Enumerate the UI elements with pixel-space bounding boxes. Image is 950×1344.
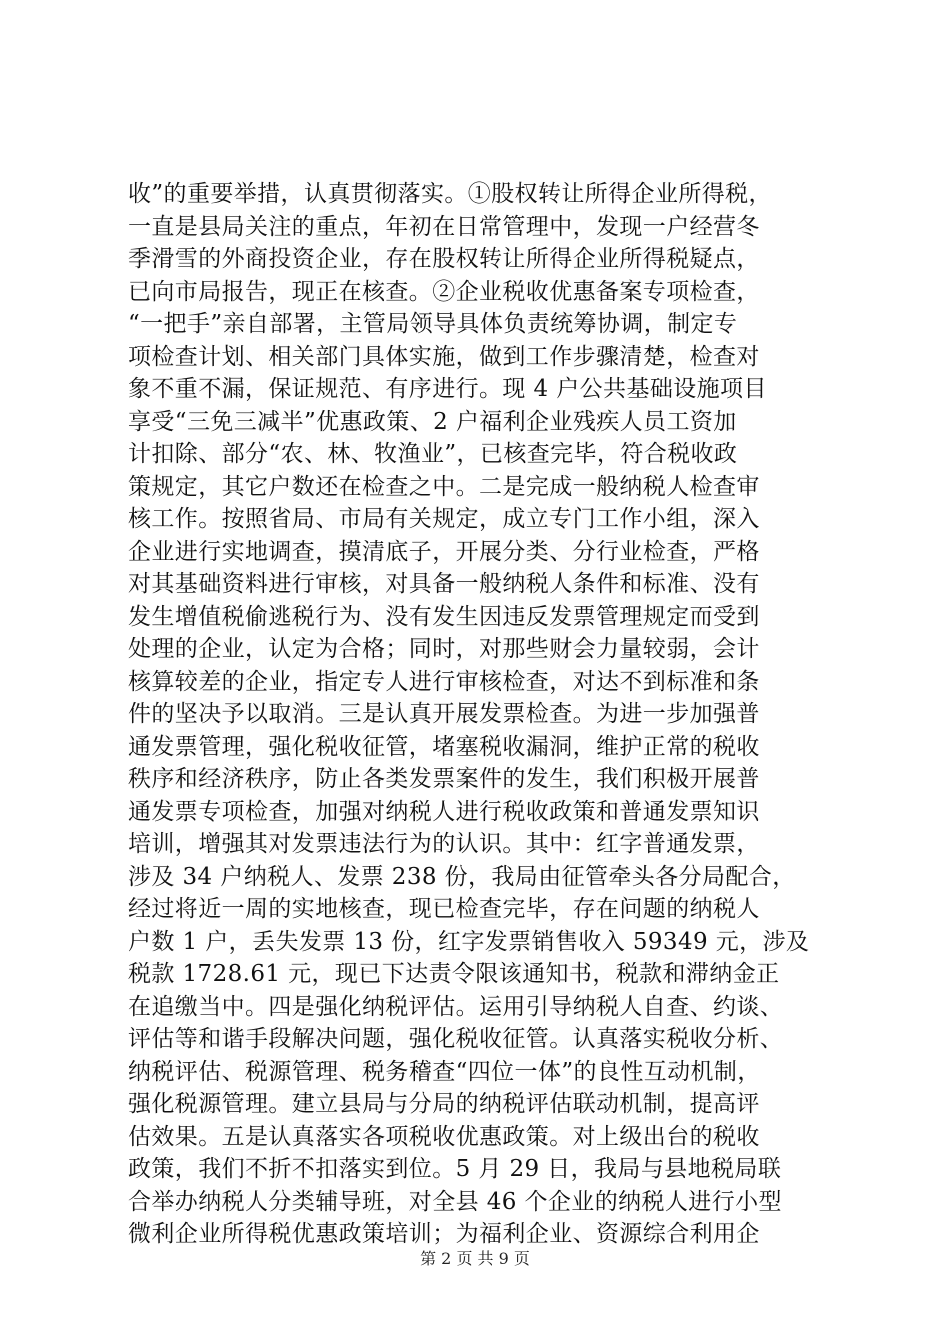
text-line: 在追缴当中。四是强化纳税评估。运用引导纳税人自查、约谈、 (128, 993, 784, 1020)
page-number: 第 2 页 共 9 页 (420, 1249, 530, 1268)
text-line: 评估等和谐手段解决问题，强化税收征管。认真落实税收分析、 (128, 1026, 784, 1052)
text-line: 一直是县局关注的重点，年初在日常管理中，发现一户经营冬 (128, 213, 760, 240)
text-line: 项检查计划、相关部门具体实施，做到工作步骤清楚，检查对 (128, 343, 760, 370)
text-line: 经过将近一周的实地核查，现已检查完毕，存在问题的纳税人 (128, 896, 760, 922)
text-line: 享受“三免三减半”优惠政策、2 户福利企业残疾人员工资加 (128, 408, 737, 435)
text-line: 象不重不漏，保证规范、有序进行。现 4 户公共基础设施项目 (128, 376, 767, 402)
text-line: 核工作。按照省局、市局有关规定，成立专门工作小组，深入 (128, 506, 760, 532)
text-line: 发生增值税偷逃税行为、没有发生因违反发票管理规定而受到 (128, 603, 760, 630)
text-line: 涉及 34 户纳税人、发票 238 份，我局由征管牵头各分局配合， (128, 863, 796, 890)
text-line: “一把手”亲自部署，主管局领导具体负责统筹协调，制定专 (128, 311, 738, 337)
text-line: 季滑雪的外商投资企业，存在股权转让所得企业所得税疑点， (128, 246, 760, 272)
text-line: 税款 1728.61 元，现已下达责令限该通知书，税款和滞纳金正 (128, 961, 780, 987)
text-line: 已向市局报告，现正在核查。②企业税收优惠备案专项检查， (128, 278, 760, 305)
text-line: 收”的重要举措，认真贯彻落实。①股权转让所得企业所得税， (128, 181, 772, 207)
text-line: 秩序和经济秩序，防止各类发票案件的发生，我们积极开展普 (128, 766, 760, 792)
document-body (128, 178, 828, 1251)
text-line: 纳税评估、税源管理、税务稽查“四位一体”的良性互动机制， (128, 1058, 761, 1085)
text-line: 微利企业所得税优惠政策培训；为福利企业、资源综合利用企 (128, 1221, 760, 1247)
text-line: 件的坚决予以取消。三是认真开展发票检查。为进一步加强普 (128, 701, 760, 727)
text-line: 培训，增强其对发票违法行为的认识。其中：红字普通发票， (128, 831, 760, 857)
text-line: 估效果。五是认真落实各项税收优惠政策。对上级出台的税收 (128, 1123, 760, 1150)
text-line: 通发票管理，强化税收征管，堵塞税收漏洞，维护正常的税收 (128, 733, 760, 760)
text-line: 处理的企业，认定为合格；同时，对那些财会力量较弱，会计 (128, 636, 760, 662)
text-line: 策规定，其它户数还在检查之中。二是完成一般纳税人检查审 (128, 473, 760, 500)
text-line: 核算较差的企业，指定专人进行审核检查，对达不到标准和条 (128, 668, 760, 695)
text-line: 计扣除、部分“农、林、牧渔业”，已核查完毕，符合税收政 (128, 441, 738, 467)
text-line: 强化税源管理。建立县局与分局的纳税评估联动机制，提高评 (128, 1091, 760, 1117)
text-line: 政策，我们不折不扣落实到位。5 月 29 日，我局与县地税局联 (128, 1156, 782, 1182)
text-line: 企业进行实地调查，摸清底子，开展分类、分行业检查，严格 (128, 538, 760, 565)
text-line: 户数 1 户，丢失发票 13 份，红字发票销售收入 59349 元，涉及 (128, 928, 810, 955)
text-line: 通发票专项检查，加强对纳税人进行税收政策和普通发票知识 (128, 798, 760, 825)
text-line: 合举办纳税人分类辅导班，对全县 46 个企业的纳税人进行小型 (128, 1188, 782, 1215)
text-line: 对其基础资料进行审核，对具备一般纳税人条件和标准、没有 (128, 571, 760, 597)
